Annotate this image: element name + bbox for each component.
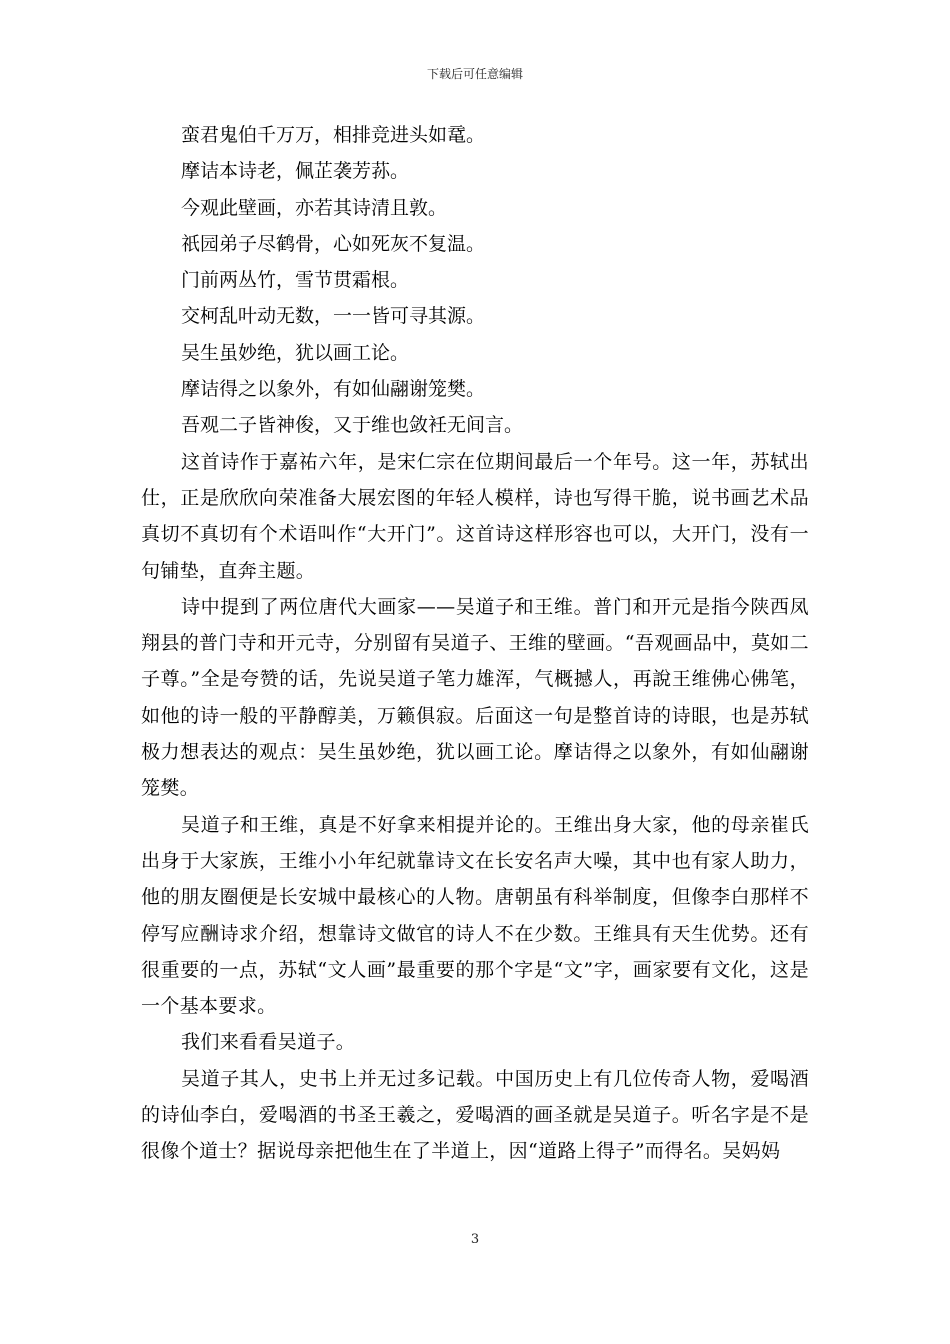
poem-line: 吾观二子皆神俊，又于维也敛衽无间言。 xyxy=(181,414,524,437)
poem-line: 祇园弟子尽鹤骨，心如死灰不复温。 xyxy=(181,232,486,255)
paragraph-wu-daozi: 吴道子其人，史书上并无过多记载。中国历史上有几位传奇人物，爱喝酒的诗仙李白，爱喝酒的书圣王羲之，爱喝酒的画圣就是吴道子。听名字是不是很像个道士？据说母亲把他生在了半道上，因“道路上得子”而得名。吴妈妈 xyxy=(141,1067,809,1163)
paragraph-wang-wei-background: 吴道子和王维，真是不好拿来相提并论的。王维出身大家，他的母亲崔氏出身于大家族，王维小小年纪就靠诗文在长安名声大噪，其中也有家人助力，他的朋友圈便是长安城中最核心的人物。唐朝虽有科举制度，但像李白那样不停写应酬诗求介绍，想靠诗文做官的诗人不在少数。王维具有天生优势。还有很重要的一点，苏轼“文人画”最重要的那个字是“文”字，画家要有文化，这是一个基本要求。 xyxy=(141,813,809,1018)
page-number: 3 xyxy=(470,1232,480,1247)
poem-line: 蛮君鬼伯千万万，相排竞进头如鼋。 xyxy=(181,124,486,146)
poem-line: 摩诘得之以象外，有如仙翮谢笼樊。 xyxy=(181,378,486,401)
poem-line: 今观此壁画，亦若其诗清且敦。 xyxy=(181,196,448,219)
paragraph-poem-date: 这首诗作于嘉祐六年，是宋仁宗在位期间最后一个年号。这一年，苏轼出仕，正是欣欣向荣准备大展宏图的年轻人模样，诗也写得干脆，说书画艺术品真切不真切有个术语叫作“大开门”。这首诗这样形容也可以，大开门，没有一句铺垫，直奔主题。 xyxy=(141,450,809,582)
poem-line: 交柯乱叶动无数，一一皆可寻其源。 xyxy=(181,305,486,328)
poem-block xyxy=(141,117,809,444)
poem-line: 吴生虽妙绝，犹以画工论。 xyxy=(181,341,410,364)
paragraph-two-painters: 诗中提到了两位唐代大画家——吴道子和王维。普门和开元是指今陕西凤翔县的普门寺和开元寺，分别留有吴道子、王维的壁画。“吾观画品中，莫如二子尊。”全是夸赞的话，先说吴道子笔力雄浑，气概撼人，再說王维佛心佛笔，如他的诗一般的平静醇美，万籁俱寂。后面这一句是整首诗的诗眼，也是苏轼极力想表达的观点：吴生虽妙绝，犹以画工论。摩诘得之以象外，有如仙翮谢笼樊。 xyxy=(141,595,809,800)
paragraph-transition: 我们来看看吴道子。 xyxy=(181,1031,356,1054)
poem-line: 摩诘本诗老，佩芷袭芳荪。 xyxy=(181,160,410,183)
document-body xyxy=(141,117,809,1170)
page-header: 下载后可任意编辑 xyxy=(426,67,523,81)
poem-line: 门前两丛竹，雪节贯霜根。 xyxy=(181,269,410,292)
